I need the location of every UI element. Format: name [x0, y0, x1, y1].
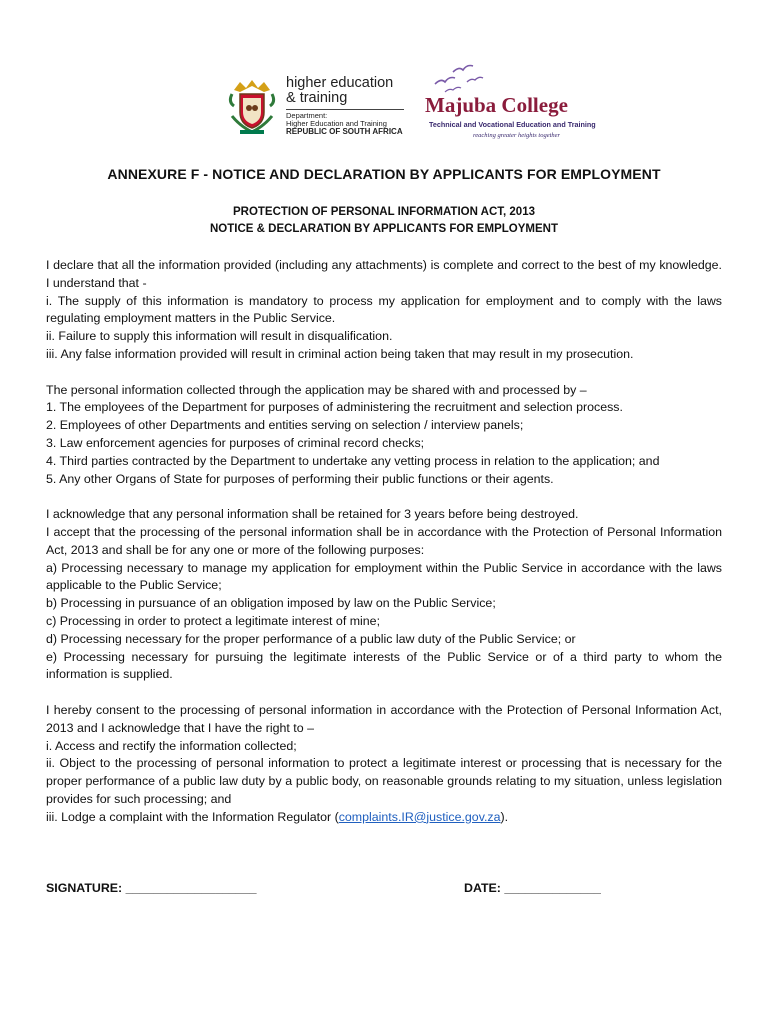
- dhet-dept-line1: Department:: [286, 111, 328, 120]
- college-name: Majuba College: [425, 93, 568, 117]
- college-logo: [421, 60, 596, 156]
- complaint-suffix: ).: [500, 809, 509, 824]
- document-body: [46, 257, 722, 844]
- declaration-section: [46, 257, 722, 364]
- notice-subtitle: NOTICE & DECLARATION BY APPLICANTS FOR EMPLOYMENT: [210, 223, 558, 235]
- list-item: 4. Third parties contracted by the Department to undertake any vetting process in relation to the application; and: [46, 453, 660, 468]
- birds-icon: [431, 62, 491, 96]
- dhet-logo-text: [286, 76, 411, 136]
- complaint-item: [46, 809, 722, 827]
- list-item: i. The supply of this information is mandatory to process my application for employment and to comply with the laws regulating employment matters in the Public Service.: [46, 293, 722, 326]
- complaint-prefix: iii. Lodge a complaint with the Information Regulator (: [46, 809, 339, 824]
- dhet-country: REPUBLIC OF SOUTH AFRICA: [286, 127, 403, 136]
- list-item: c) Processing in order to protect a legitimate interest of mine;: [46, 613, 381, 628]
- list-item: d) Processing necessary for the proper performance of a public law duty of the Public Service; or: [46, 631, 576, 646]
- retention-section: [46, 506, 722, 684]
- document-title: ANNEXURE F - NOTICE AND DECLARATION BY APPLICANTS FOR EMPLOYMENT: [107, 166, 661, 182]
- list-item: ii. Object to the processing of personal information to protect a legitimate interest or processing that is necessary for the proper performance of a public law duty by a public body, on reasonable grounds relating to my situation, unless legislation provides for such processing; and: [46, 756, 722, 806]
- sharing-section: [46, 382, 722, 489]
- dhet-logo: [226, 76, 411, 136]
- dhet-title-line1: higher education: [286, 75, 394, 91]
- list-item: i. Access and rectify the information collected;: [46, 738, 297, 753]
- list-item: 3. Law enforcement agencies for purposes of criminal record checks;: [46, 435, 425, 450]
- list-item: iii. Any false information provided will result in criminal action being taken that may result in my prosecution.: [46, 346, 634, 361]
- list-item: 2. Employees of other Departments and entities serving on selection / interview panels;: [46, 418, 524, 433]
- list-item: ii. Failure to supply this information will result in disqualification.: [46, 329, 393, 344]
- header-logos: [226, 60, 596, 156]
- act-subtitle: PROTECTION OF PERSONAL INFORMATION ACT, 2013: [232, 206, 535, 218]
- list-item: 1. The employees of the Department for purposes of administering the recruitment and selection process.: [46, 400, 623, 415]
- consent-section: [46, 702, 722, 827]
- college-tagline: reaching greater heights together: [473, 132, 561, 139]
- complaint-email-link[interactable]: complaints.IR@justice.gov.za: [338, 809, 501, 824]
- date-field: DATE: ______________: [464, 881, 601, 895]
- list-item: 5. Any other Organs of State for purposes of performing their public functions or their agents.: [46, 471, 554, 486]
- list-item: a) Processing necessary to manage my application for employment within the Public Service in accordance with the laws applicable to the Public Service;: [46, 560, 722, 593]
- divider: [286, 109, 404, 110]
- retention-statement: I acknowledge that any personal information shall be retained for 3 years before being destroyed.: [46, 507, 579, 522]
- consent-intro: I hereby consent to the processing of personal information in accordance with the Protection of Personal Information Act, 2013 and I acknowledge that I have the right to –: [46, 702, 722, 735]
- college-subtitle: Technical and Vocational Education and Training: [429, 120, 596, 129]
- signature-field: SIGNATURE: ___________________: [46, 881, 257, 895]
- dhet-dept-line2: Higher Education and Training: [286, 119, 387, 128]
- list-item: b) Processing in pursuance of an obligation imposed by law on the Public Service;: [46, 596, 496, 611]
- coat-of-arms-icon: [226, 76, 278, 136]
- list-item: e) Processing necessary for pursuing the legitimate interests of the Public Service or of a third party to whom the information is supplied.: [46, 649, 722, 682]
- dhet-title-line2: & training: [286, 90, 348, 106]
- sharing-intro: The personal information collected through the application may be shared with and processed by –: [46, 382, 587, 397]
- purposes-intro: I accept that the processing of the personal information shall be in accordance with the Protection of Personal Information Act, 2013 and shall be for any one or more of the following purposes:: [46, 524, 722, 557]
- declaration-intro: I declare that all the information provided (including any attachments) is complete and correct to the best of my knowledge. I understand that -: [46, 258, 722, 290]
